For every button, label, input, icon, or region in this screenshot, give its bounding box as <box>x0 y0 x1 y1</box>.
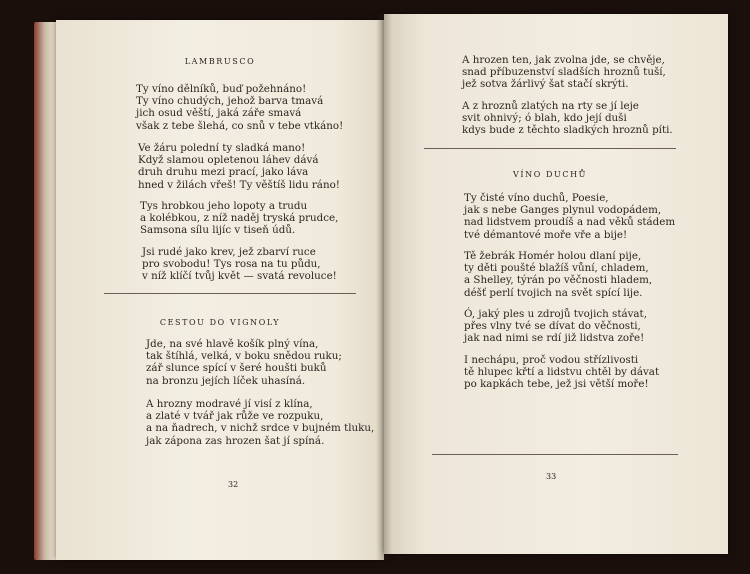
stanza: Tě žebrák Homér holou dlaní pije, ty děti poušté blažíš vůní, chladem, a Shelley, týrán po věčnosti hladem, déšť perlí tvojich na svět spící lije. <box>464 250 653 299</box>
poem-title-vino-duchu: VÍNO DUCHŮ <box>512 170 588 179</box>
right-page <box>384 14 728 554</box>
stanza: Jde, na své hlavě košík plný vína, tak štíhlá, velká, v boku snědou ruku; zář slunce spící v šeré houšti buků na bronzu jejích líček uhasíná. <box>146 338 342 387</box>
stanza: Ty víno dělníků, buď požehnáno! Ty víno chudých, jehož barva tmavá jich osud věští, jaká záře smavá však z tebe šlehá, co snů v tebe vtkáno! <box>136 83 344 132</box>
section-divider <box>424 148 676 149</box>
stanza: A hrozen ten, jak zvolna jde, se chvěje, snad příbuzenství sladších hroznů tuší, jež sotva žárlivý šat stačí skrýti. <box>462 54 666 91</box>
page-number: 33 <box>546 472 557 481</box>
stanza: A z hroznů zlatých na rty se jí leje svit ohnivý; ó blah, kdo její duši kdys bude z těchto sladkých hroznů píti. <box>462 100 673 137</box>
stanza: A hrozny modravé jí visí z klína, a zlaté v tvář jak růže ve rozpuku, a na ňadrech, v nichž srdce v bujném tluku, jak zápona zas hrozen šat jí spíná. <box>146 398 375 447</box>
left-page <box>56 20 384 560</box>
stanza: I nechápu, proč vodou střízlivosti tě hlupec křtí a lidstvu chtěl by dávat po kapkách tebe, jež jsi větší moře! <box>464 354 660 391</box>
stanza: Jsi rudé jako krev, jež zbarví ruce pro svobodu! Tys rosa na tu půdu, v níž klíčí tvůj květ — svatá revoluce! <box>142 246 337 283</box>
poem-title-cestou-do-vignoly: CESTOU DO VIGNOLY <box>159 318 281 327</box>
poem-title-lambrusco: LAMBRUSCO <box>184 57 256 66</box>
stanza: Ó, jaký ples u zdrojů tvojich stávat, přes vlny tvé se dívat do věčnosti, jak nad nimi se rdí již lidstva zoře! <box>464 308 647 345</box>
stanza: Tys hrobkou jeho lopoty a trudu a kolébkou, z níž naděj tryská prudce, Samsona sílu lijíc v tiseň údů. <box>140 200 339 237</box>
stanza: Ty čisté víno duchů, Poesie, jak s nebe Ganges plynul vodopádem, nad lidstvem proudíš a nad věků stádem tvé démantové moře vře a bije! <box>464 192 676 241</box>
section-divider <box>104 293 356 294</box>
stanza: Ve žáru polední ty sladká mano! Když slamou opletenou láhev dává druh druhu mezi prací, jako láva hned v žilách vřeš! Ty věštíš lidu ráno! <box>138 142 340 191</box>
page-number: 32 <box>228 480 239 489</box>
section-divider <box>432 454 678 455</box>
